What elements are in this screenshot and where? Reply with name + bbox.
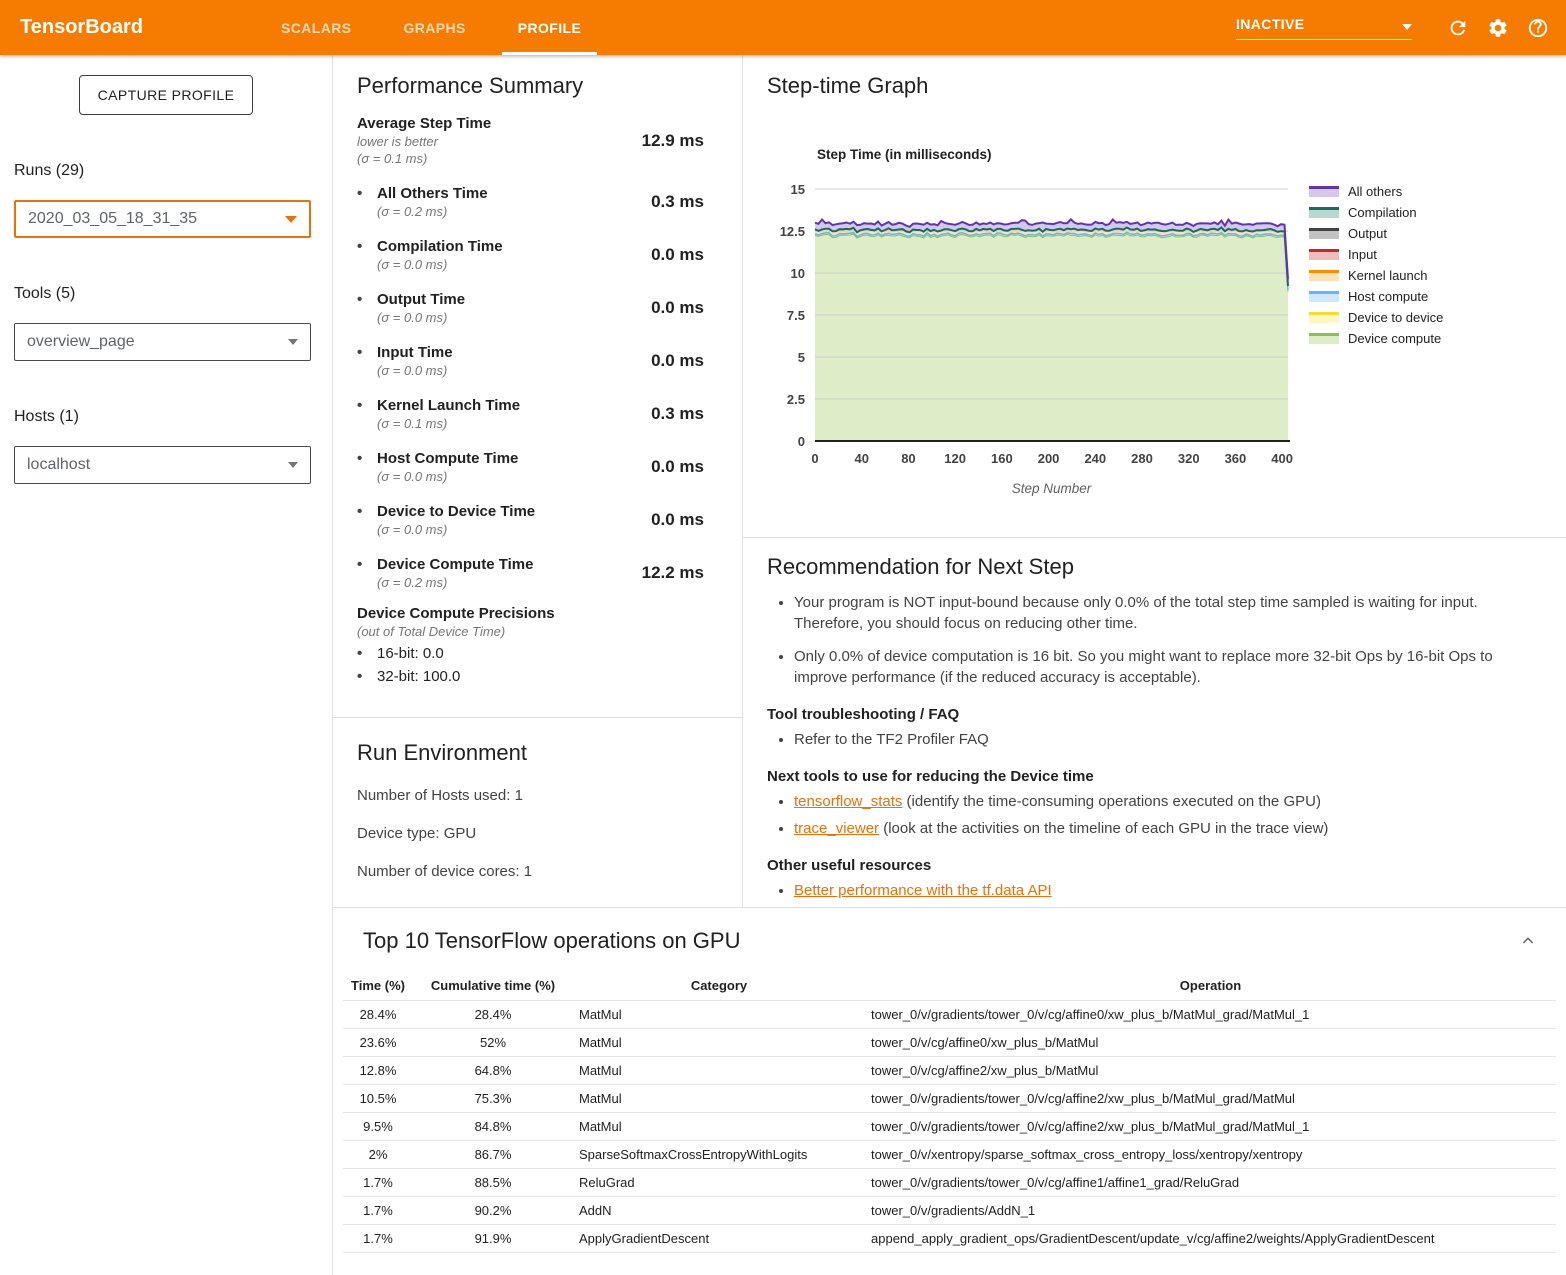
table-cell: tower_0/v/xentropy/sparse_softmax_cross_entropy_loss/xentropy/xentropy: [865, 1140, 1556, 1168]
runs-label: Runs (29): [14, 162, 85, 179]
metric-value: 0.0 ms: [651, 510, 704, 529]
performance-summary-section: [333, 55, 742, 718]
tools-select[interactable]: [14, 323, 311, 361]
legend-item: [1309, 290, 1443, 303]
metric-label: Average Step Time: [357, 115, 492, 132]
metric-label: Compilation Time: [377, 238, 503, 255]
app-bar: [0, 0, 1566, 55]
table-cell: 28.4%: [343, 1000, 413, 1028]
table-cell: 91.9%: [413, 1224, 573, 1252]
metric-label: Input Time: [377, 344, 453, 361]
metric-text: [377, 238, 503, 272]
collapse-section-button[interactable]: [1516, 929, 1540, 953]
legend-item: [1309, 227, 1443, 240]
metric-sigma: (σ = 0.0 ms): [377, 310, 448, 325]
bullet-icon: •: [357, 503, 363, 520]
table-cell: MatMul: [573, 1056, 865, 1084]
metric-text: [377, 556, 533, 590]
top-ops-table: [343, 972, 1556, 1253]
recommendation-item: • Refer to the TF2 Profiler FAQ: [794, 729, 1542, 750]
column-header: Category: [573, 972, 865, 1000]
metric-value: 0.0 ms: [651, 351, 704, 370]
table-header-row: [343, 972, 1556, 1000]
precision-item: [357, 645, 718, 662]
environment-line: Number of Hosts used: 1: [357, 787, 523, 804]
metric-label: Device to Device Time: [377, 503, 536, 520]
metric-text: [377, 291, 465, 325]
app-title: TensorBoard: [20, 16, 143, 38]
svg-text:240: 240: [1084, 451, 1107, 466]
recommendation-link[interactable]: tensorflow_stats: [794, 793, 903, 810]
chevron-down-icon: [288, 462, 298, 468]
table-cell: 1.7%: [343, 1168, 413, 1196]
legend-swatch: [1309, 291, 1339, 302]
table-cell: 1.7%: [343, 1196, 413, 1224]
legend-item: [1309, 248, 1443, 261]
table-row: [343, 1056, 1556, 1084]
metric-sigma: (σ = 0.2 ms): [377, 575, 448, 590]
metric-label: All Others Time: [377, 185, 488, 202]
table-cell: 90.2%: [413, 1196, 573, 1224]
recommendation-link[interactable]: Better performance with the tf.data API: [794, 882, 1052, 899]
metric-text: [357, 115, 491, 166]
table-cell: 52%: [413, 1028, 573, 1056]
nav-tabs: [255, 0, 607, 55]
table-row: [343, 1224, 1556, 1252]
legend-swatch: [1309, 270, 1339, 281]
precisions-subtitle: (out of Total Device Time): [357, 624, 506, 639]
table-row: [343, 1028, 1556, 1056]
table-cell: AddN: [573, 1196, 865, 1224]
table-row: [343, 1000, 1556, 1028]
gear-icon: [1487, 17, 1509, 39]
metric-value: 0.0 ms: [651, 457, 704, 476]
table-cell: SparseSoftmaxCrossEntropyWithLogits: [573, 1140, 865, 1168]
metric-row: [357, 450, 718, 484]
bullet-icon: •: [357, 291, 363, 308]
precision-item: [357, 668, 718, 685]
metric-info: [357, 450, 518, 484]
table-cell: MatMul: [573, 1000, 865, 1028]
device-compute-precisions: [357, 605, 718, 685]
legend-swatch: [1309, 228, 1339, 239]
tab-graphs[interactable]: GRAPHS: [403, 19, 466, 36]
recommendation-subheading: Other useful resources: [767, 857, 932, 874]
column-header: Cumulative time (%): [413, 972, 573, 1000]
top-ops-title: Top 10 TensorFlow operations on GPU: [363, 928, 741, 953]
recommendation-list: [767, 791, 1542, 839]
table-cell: tower_0/v/gradients/tower_0/v/cg/affine0/xw_plus_b/MatMul_grad/MatMul_1: [865, 1000, 1556, 1028]
svg-text:400: 400: [1271, 451, 1294, 466]
sidebar: [0, 55, 333, 1275]
table-row: [343, 1112, 1556, 1140]
metric-label: Host Compute Time: [377, 450, 519, 467]
bullet-icon: •: [357, 185, 363, 202]
metric-value: 0.0 ms: [651, 298, 704, 317]
precisions-title: Device Compute Precisions: [357, 605, 555, 622]
legend-swatch: [1309, 207, 1339, 218]
metric-value: 0.3 ms: [651, 404, 704, 423]
metric-row: [357, 556, 718, 590]
metric-info: [357, 344, 453, 378]
main-content: [333, 55, 1566, 1275]
metric-sigma: (σ = 0.0 ms): [377, 363, 448, 378]
runs-selected-value: 2020_03_05_18_31_35: [28, 210, 198, 227]
bullet-icon: •: [357, 450, 363, 467]
step-time-graph-section: [743, 55, 1566, 538]
legend-label: Host compute: [1348, 289, 1429, 304]
recommendation-item: [794, 880, 1542, 901]
legend-label: Input: [1348, 247, 1377, 262]
metric-info: [357, 291, 465, 325]
recommendation-bullet: • Only 0.0% of device computation is 16 bit. So you might want to replace more 32-bit Ops by 16-bit Ops to improve performance (if the reduced accuracy is acceptable).: [794, 646, 1542, 688]
svg-text:12.5: 12.5: [779, 224, 805, 239]
step-time-graph-title: Step-time Graph: [767, 73, 929, 98]
legend-label: Output: [1348, 226, 1388, 241]
runs-select[interactable]: [14, 200, 311, 238]
metric-sigma: (σ = 0.1 ms): [377, 416, 448, 431]
legend-swatch: [1309, 312, 1339, 323]
recommendation-subheading: Next tools to use for reducing the Device time: [767, 768, 1094, 785]
precision-value: 16-bit: 0.0: [377, 645, 444, 662]
precision-value: 32-bit: 100.0: [377, 668, 461, 685]
table-cell: 88.5%: [413, 1168, 573, 1196]
table-cell: tower_0/v/gradients/tower_0/v/cg/affine2/xw_plus_b/MatMul_grad/MatMul_1: [865, 1112, 1556, 1140]
tab-scalars[interactable]: SCALARS: [280, 19, 352, 36]
metric-label: Kernel Launch Time: [377, 397, 521, 414]
metric-value: 12.2 ms: [641, 563, 704, 582]
table-cell: 64.8%: [413, 1056, 573, 1084]
chevron-down-icon: [285, 216, 297, 223]
recommendation-item: • trace_viewer (look at the activities on the timeline of each GPU in the trace view): [794, 818, 1542, 839]
svg-text:160: 160: [991, 451, 1013, 466]
chevron-up-icon: [1520, 933, 1536, 949]
table-row: [343, 1084, 1556, 1112]
metric-text: [377, 397, 520, 431]
svg-text:0: 0: [797, 434, 805, 449]
legend-label: Device compute: [1348, 331, 1442, 346]
metric-row: [357, 291, 718, 325]
chevron-down-icon: [288, 339, 298, 345]
metric-row: [357, 238, 718, 272]
reload-button[interactable]: [1446, 16, 1470, 40]
svg-text:15: 15: [790, 182, 805, 197]
metric-info: [357, 115, 491, 166]
metric-sigma: (σ = 0.0 ms): [377, 257, 448, 272]
table-cell: MatMul: [573, 1084, 865, 1112]
top-ops-section: [333, 908, 1566, 1253]
environment-line: Number of device cores: 1: [357, 863, 533, 880]
status-label: INACTIVE: [1236, 15, 1305, 32]
table-cell: tower_0/v/gradients/tower_0/v/cg/affine1/affine1_grad/ReluGrad: [865, 1168, 1556, 1196]
bullet-icon: •: [357, 645, 363, 662]
metric-sigma: (σ = 0.1 ms): [357, 151, 428, 166]
legend-item: [1309, 185, 1443, 198]
settings-button[interactable]: [1486, 16, 1510, 40]
table-cell: tower_0/v/cg/affine0/xw_plus_b/MatMul: [865, 1028, 1556, 1056]
table-cell: tower_0/v/cg/affine2/xw_plus_b/MatMul: [865, 1056, 1556, 1084]
app-bar-actions: [1236, 0, 1566, 55]
recommendation-item: • tensorflow_stats (identify the time-consuming operations executed on the GPU): [794, 791, 1542, 812]
metric-sigma: (σ = 0.0 ms): [377, 522, 448, 537]
chevron-down-icon: [1402, 24, 1412, 30]
metrics-list: [357, 115, 718, 590]
help-icon: [1527, 17, 1549, 39]
tools-label: Tools (5): [14, 285, 76, 302]
metric-row: [357, 185, 718, 219]
metric-value: 0.0 ms: [651, 245, 704, 264]
table-cell: MatMul: [573, 1028, 865, 1056]
table-cell: 2%: [343, 1140, 413, 1168]
legend-label: All others: [1348, 184, 1403, 199]
legend-swatch: [1309, 333, 1339, 344]
recommendation-list: [767, 880, 1542, 901]
reload-icon: [1447, 17, 1469, 39]
table-cell: 12.8%: [343, 1056, 413, 1084]
help-button[interactable]: [1526, 16, 1550, 40]
legend-label: Compilation: [1348, 205, 1417, 220]
table-cell: 23.6%: [343, 1028, 413, 1056]
metric-info: [357, 185, 488, 219]
legend-item: [1309, 332, 1443, 345]
metric-info: [357, 397, 520, 431]
legend-item: [1309, 269, 1443, 282]
legend-swatch: [1309, 249, 1339, 260]
metric-label: Output Time: [377, 291, 466, 308]
svg-text:0: 0: [811, 451, 819, 466]
hosts-label: Hosts (1): [14, 408, 79, 425]
table-row: [343, 1140, 1556, 1168]
table-row: [343, 1168, 1556, 1196]
step-time-chart: [767, 123, 1297, 499]
table-cell: 75.3%: [413, 1084, 573, 1112]
svg-text:7.5: 7.5: [786, 308, 805, 323]
table-cell: ReluGrad: [573, 1168, 865, 1196]
svg-text:40: 40: [854, 451, 869, 466]
hosts-select[interactable]: [14, 446, 311, 484]
recommendation-title: Recommendation for Next Step: [767, 554, 1074, 579]
metric-row: [357, 503, 718, 537]
recommendation-link[interactable]: trace_viewer: [794, 820, 880, 837]
legend-item: [1309, 311, 1443, 324]
metric-text: [377, 503, 535, 537]
svg-text:2.5: 2.5: [786, 392, 805, 407]
recommendation-subheading: Tool troubleshooting / FAQ: [767, 706, 960, 723]
svg-text:80: 80: [901, 451, 916, 466]
column-header: Operation: [865, 972, 1556, 1000]
metric-info: [357, 238, 503, 272]
svg-text:200: 200: [1037, 451, 1060, 466]
chart-legend: [1309, 185, 1443, 353]
table-row: [343, 1196, 1556, 1224]
table-cell: 84.8%: [413, 1112, 573, 1140]
metric-note: lower is better: [357, 134, 438, 149]
metric-text: [377, 450, 518, 484]
metric-info: [357, 503, 535, 537]
bullet-icon: •: [357, 344, 363, 361]
metric-row: [357, 344, 718, 378]
metric-row: [357, 397, 718, 431]
column-header: Time (%): [343, 972, 413, 1000]
metric-label: Device Compute Time: [377, 556, 534, 573]
svg-text:360: 360: [1224, 451, 1247, 466]
metric-row: [357, 115, 718, 166]
svg-text:280: 280: [1131, 451, 1153, 466]
legend-swatch: [1309, 186, 1339, 197]
bullet-icon: •: [357, 238, 363, 255]
svg-text:120: 120: [944, 451, 966, 466]
table-cell: 9.5%: [343, 1112, 413, 1140]
table-cell: tower_0/v/gradients/AddN_1: [865, 1196, 1556, 1224]
svg-text:Step Number: Step Number: [1011, 481, 1092, 496]
table-cell: 28.4%: [413, 1000, 573, 1028]
metric-sigma: (σ = 0.2 ms): [377, 204, 448, 219]
run-environment-title: Run Environment: [357, 740, 527, 765]
status-dropdown[interactable]: [1236, 16, 1412, 40]
metric-text: [377, 344, 453, 378]
capture-profile-button[interactable]: CAPTURE PROFILE: [79, 75, 254, 115]
hosts-selected-value: localhost: [27, 456, 91, 473]
tools-selected-value: overview_page: [27, 333, 135, 350]
table-cell: append_apply_gradient_ops/GradientDescent/update_v/cg/affine2/weights/ApplyGradientDescent: [865, 1224, 1556, 1252]
svg-text:10: 10: [790, 266, 805, 281]
table-cell: 86.7%: [413, 1140, 573, 1168]
bullet-icon: •: [357, 556, 363, 573]
svg-text:Step Time (in milliseconds): Step Time (in milliseconds): [817, 147, 992, 162]
recommendation-bullet: • Your program is NOT input-bound because only 0.0% of the total step time sampled is waiting for input. Therefore, you should focus on reducing other time.: [794, 592, 1542, 634]
metric-value: 12.9 ms: [641, 130, 704, 150]
table-cell: MatMul: [573, 1112, 865, 1140]
tab-profile[interactable]: PROFILE: [492, 0, 607, 55]
run-environment-section: [333, 718, 742, 902]
table-cell: tower_0/v/gradients/tower_0/v/cg/affine2/xw_plus_b/MatMul_grad/MatMul: [865, 1084, 1556, 1112]
metric-value: 0.3 ms: [651, 192, 704, 211]
svg-text:320: 320: [1177, 451, 1200, 466]
recommendation-section: [743, 538, 1566, 901]
metric-text: [377, 185, 488, 219]
table-cell: 1.7%: [343, 1224, 413, 1252]
bullet-icon: •: [357, 397, 363, 414]
table-cell: ApplyGradientDescent: [573, 1224, 865, 1252]
metric-sigma: (σ = 0.0 ms): [377, 469, 448, 484]
environment-line: Device type: GPU: [357, 825, 477, 842]
table-cell: 10.5%: [343, 1084, 413, 1112]
legend-label: Kernel launch: [1348, 268, 1428, 283]
legend-item: [1309, 206, 1443, 219]
performance-summary-title: Performance Summary: [357, 73, 584, 98]
recommendation-list: [767, 729, 1542, 750]
svg-text:5: 5: [797, 350, 805, 365]
metric-info: [357, 556, 533, 590]
bullet-icon: •: [357, 668, 363, 685]
legend-label: Device to device: [1348, 310, 1444, 325]
